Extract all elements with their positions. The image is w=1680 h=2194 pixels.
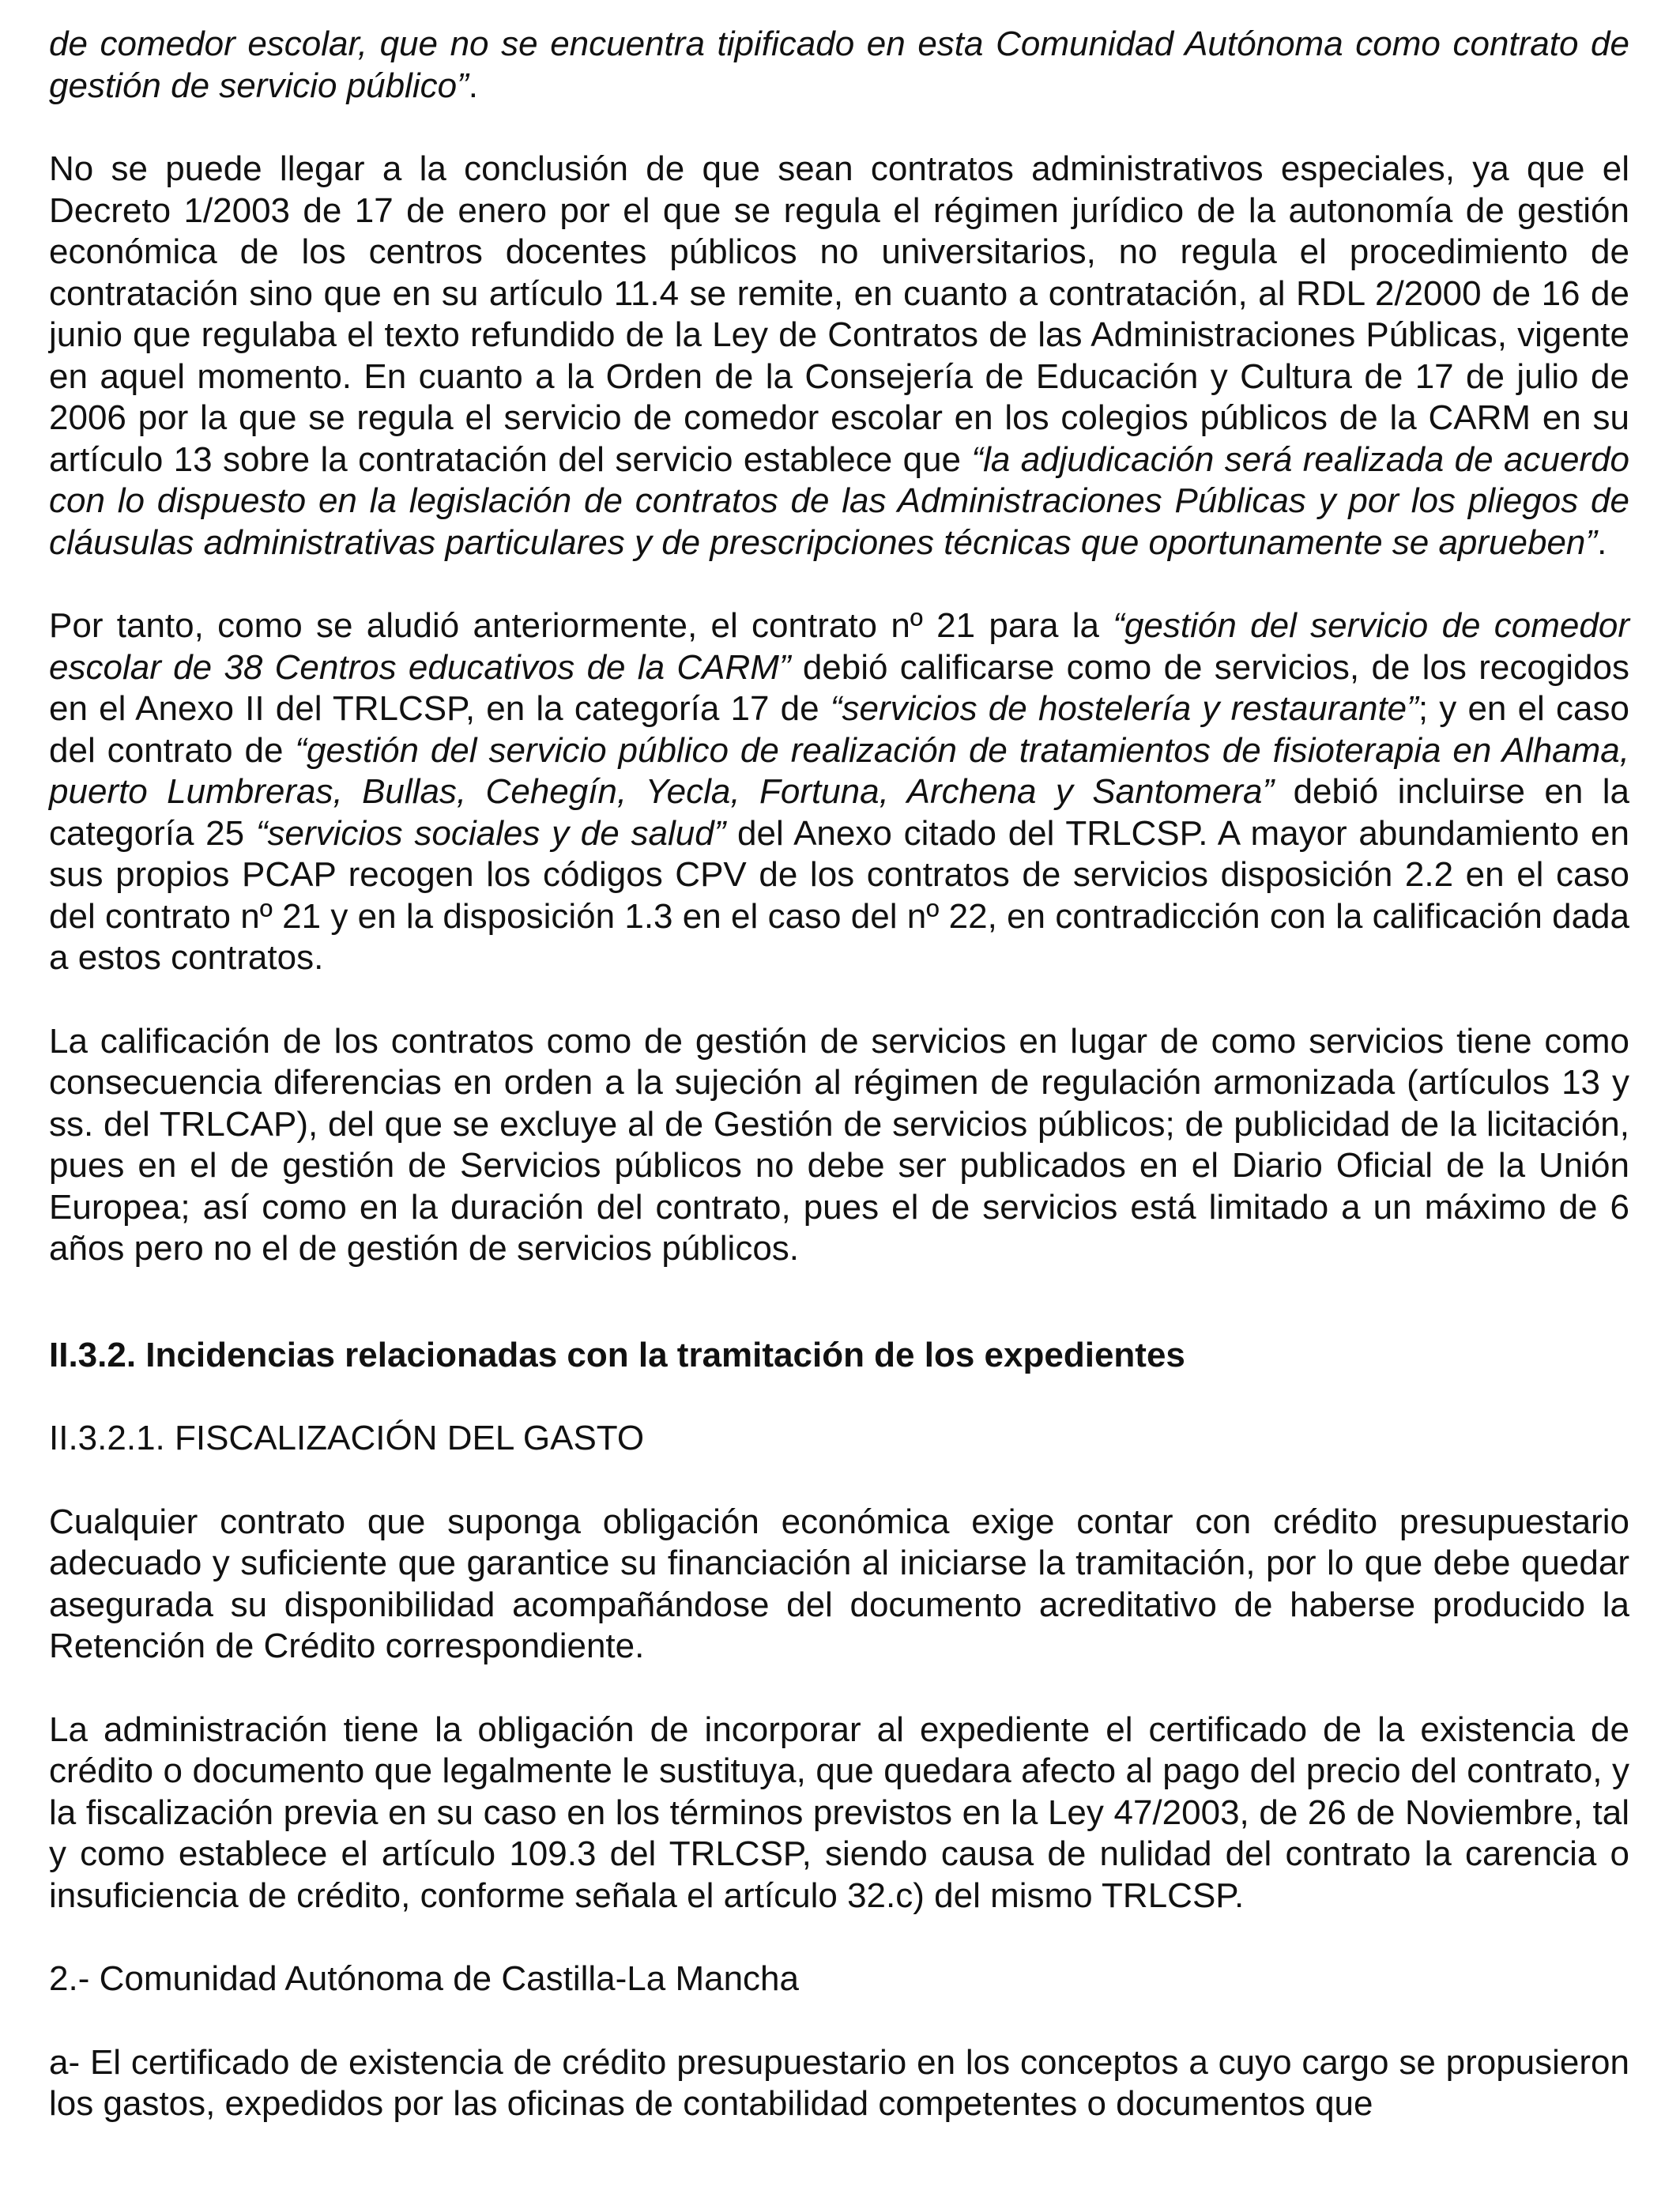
paragraph-especiales	[49, 149, 1629, 564]
quoted-text: “servicios sociales y de salud”	[255, 813, 726, 853]
paragraph-continuation	[49, 24, 1629, 107]
paragraph-calificacion-contratos	[49, 605, 1629, 979]
quoted-text: “gestión del servicio público de realización de tratamientos de fisioterapia en Alhama, puerto Lumbreras, Bullas, Cehegín, Yecla, Fortuna, Archena y Santomera”	[49, 730, 1629, 811]
document-page	[49, 24, 1629, 2125]
section-heading: II.3.2. Incidencias relacionadas con la tramitación de los expedientes	[49, 1335, 1185, 1374]
quoted-text: “gestión del servicio de comedor escolar de 38 Centros educativos de la CARM”	[49, 606, 1629, 687]
subsection-heading: II.3.2.1. FISCALIZACIÓN DEL GASTO	[49, 1419, 645, 1457]
paragraph-credito-presupuestario: Cualquier contrato que suponga obligación económica exige contar con crédito presupuestario adecuado y suficiente que garantice su financiación al iniciarse la tramitación, por lo que debe quedar asegurada su disponibilidad acompañándose del documento acreditativo de haberse producido la Retención de Crédito correspondiente.	[49, 1502, 1629, 1665]
paragraph-text: del Anexo citado del TRLCSP. A mayor abundamiento en sus propios PCAP recogen los códigos CPV de los contratos de servicios disposición 2.2 en el caso del contrato nº 21 y en la disposición 1.3 en el caso del nº 22, en contradicción con la calificación dada a estos contratos.	[49, 813, 1629, 977]
paragraph-text: No se puede llegar a la conclusión de que sean contratos administrativos especiales, ya que el Decreto 1/2003 de 17 de enero por el que se regula el régimen jurídico de la autonomía de gestión económica de los centros docentes públicos no universitarios, no regula el procedimiento de contratación sino que en su artículo 11.4 se remite, en cuanto a contratación, al RDL 2/2000 de 16 de junio que regulaba el texto refundido de la Ley de Contratos de las Administraciones Públicas, vigente en aquel momento. En cuanto a la Orden de la Consejería de Educación y Cultura de 17 de julio de 2006 por la que se regula el servicio de comedor escolar en los colegios públicos de la CARM en su artículo 13 sobre la contratación del servicio establece que	[49, 149, 1629, 479]
paragraph-text: .	[468, 66, 478, 105]
paragraph-text: debió incluirse en la categoría 25	[49, 772, 1629, 853]
paragraph-certificado: a- El certificado de existencia de crédito presupuestario en los conceptos a cuyo cargo se propusieron los gastos, expedidos por las oficinas de contabilidad competentes o documentos que	[49, 2042, 1629, 2123]
paragraph-text: ; y en el caso del contrato de	[49, 689, 1629, 770]
quoted-text: “la adjudicación será realizada de acuerdo con lo dispuesto en la legislación de contratos de las Administraciones Públicas y por los pliegos de cláusulas administrativas particulares y de prescripciones técnicas que oportunamente se aprueben”	[49, 439, 1630, 562]
quoted-text: de comedor escolar, que no se encuentra tipificado en esta Comunidad Autónoma como contrato de gestión de servicio público”	[49, 25, 1629, 105]
paragraph-consecuencias: La calificación de los contratos como de gestión de servicios en lugar de como servicios tiene como consecuencia diferencias en orden a la sujeción al régimen de regulación armonizada (artículos 13 y ss. del TRLCAP), del que se excluye al de Gestión de servicios públicos; de publicidad de la licitación, pues en el de gestión de Servicios públicos no debe ser publicados en el Diario Oficial de la Unión Europea; así como en la duración del contrato, pues el de servicios está limitado a un máximo de 6 años pero no el de gestión de servicios públicos.	[49, 1021, 1629, 1268]
paragraph-obligacion-administracion: La administración tiene la obligación de incorporar al expediente el certificado de la existencia de crédito o documento que legalmente le sustituya, que quedara afecto al pago del precio del contrato, y la fiscalización previa en su caso en los términos previstos en la Ley 47/2003, de 26 de Noviembre, tal y como establece el artículo 109.3 del TRLCSP, siendo causa de nulidad del contrato la carencia o insuficiencia de crédito, conforme señala el artículo 32.c) del mismo TRLCSP.	[49, 1710, 1629, 1915]
paragraph-castilla-la-mancha: 2.- Comunidad Autónoma de Castilla-La Mancha	[49, 1959, 799, 1998]
paragraph-text: Por tanto, como se aludió anteriormente, el contrato nº 21 para la	[49, 606, 1113, 645]
paragraph-text: .	[1597, 522, 1607, 562]
paragraph-text: debió calificarse como de servicios, de los recogidos en el Anexo II del TRLCSP, en la categoría 17 de	[49, 647, 1629, 728]
quoted-text: “servicios de hostelería y restaurante”	[830, 689, 1418, 728]
